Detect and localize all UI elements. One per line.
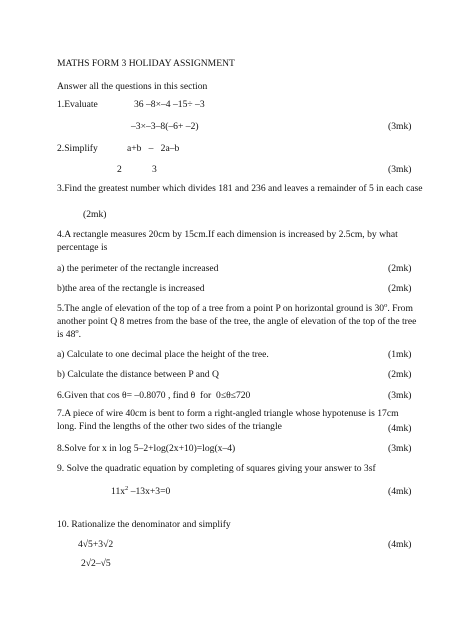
q9-marks: (4mk) <box>388 486 412 497</box>
page-title: MATHS FORM 3 HOLIDAY ASSIGNMENT <box>57 58 235 69</box>
q6-marks: (3mk) <box>388 390 412 401</box>
q1-marks: (3mk) <box>388 121 412 132</box>
q9-equation <box>111 485 170 498</box>
q7-marks: (4mk) <box>388 423 412 434</box>
q2-marks: (3mk) <box>388 164 412 175</box>
q4-part-a-marks: (2mk) <box>388 263 412 274</box>
q4-part-b-marks: (2mk) <box>388 283 412 294</box>
q2-denominator-a: 2 <box>117 164 122 175</box>
q5-part-b: b) Calculate the distance between P and Q <box>57 369 219 380</box>
q4-text: 4.A rectangle measures 20cm by 15cm.If each dimension is increased by 2.5cm, by what percentage is <box>57 229 398 253</box>
q5-part-a-marks: (1mk) <box>388 349 412 360</box>
q2-numerator: a+b – 2a–b <box>127 143 180 154</box>
q1-label: 1.Evaluate <box>57 99 98 110</box>
q4-part-b: b)the area of the rectangle is increased <box>57 283 205 294</box>
q9-equation-exponent: 2 <box>125 484 129 492</box>
q5-part-a: a) Calculate to one decimal place the height of the tree. <box>57 349 269 360</box>
q9-text: 9. Solve the quadratic equation by completing of squares giving your answer to 3sf <box>57 463 376 474</box>
q3-marks: (2mk) <box>83 209 107 220</box>
q5-degree-2: o <box>75 327 79 335</box>
q2-label: 2.Simplify <box>57 143 98 154</box>
q3-text: 3.Find the greatest number which divides 181 and 236 and leaves a remainder of 5 in each case <box>57 183 423 194</box>
q6-text: 6.Given that cos θ= –0.8070 , find θ for 0≤θ≤720 <box>57 390 251 401</box>
q5-text-part-1: 5.The angle of elevation of the top of a tree from a point P on horizontal ground is 30 <box>57 303 385 314</box>
q8-text: 8.Solve for x in log 5–2+log(2x+10)=log(x–4) <box>57 443 236 454</box>
q10-marks: (4mk) <box>388 539 412 550</box>
q10-denominator: 2√2–√5 <box>81 558 111 569</box>
q5-text-part-2: . From another point Q 8 metres from the base of the tree, the angle of elevation of the top of the tree is 48 <box>57 303 417 340</box>
q9-equation-rest: –13x+3=0 <box>128 486 171 497</box>
q10-numerator: 4√5+3√2 <box>78 539 114 550</box>
instruction-text: Answer all the questions in this section <box>57 81 208 92</box>
q9-equation-lead: 11x <box>111 486 126 497</box>
q1-numerator: 36 –8×–4 –15÷ –3 <box>134 99 205 110</box>
q4-part-a: a) the perimeter of the rectangle increased <box>57 263 219 274</box>
q5-degree-1: o <box>384 301 388 309</box>
q1-denominator: –3×–3–8(–6+ –2) <box>131 121 199 132</box>
q10-text: 10. Rationalize the denominator and simplify <box>57 519 231 530</box>
q5-text <box>57 302 419 341</box>
q8-marks: (3mk) <box>388 443 412 454</box>
q5-text-part-3: . <box>78 329 82 340</box>
q5-part-b-marks: (2mk) <box>388 369 412 380</box>
q2-denominator-b: 3 <box>152 164 157 175</box>
q7-text: 7.A piece of wire 40cm is bent to form a right-angled triangle whose hypotenuse is 17cm long. Find the lengths of the other two sides of the triangle <box>57 408 399 432</box>
